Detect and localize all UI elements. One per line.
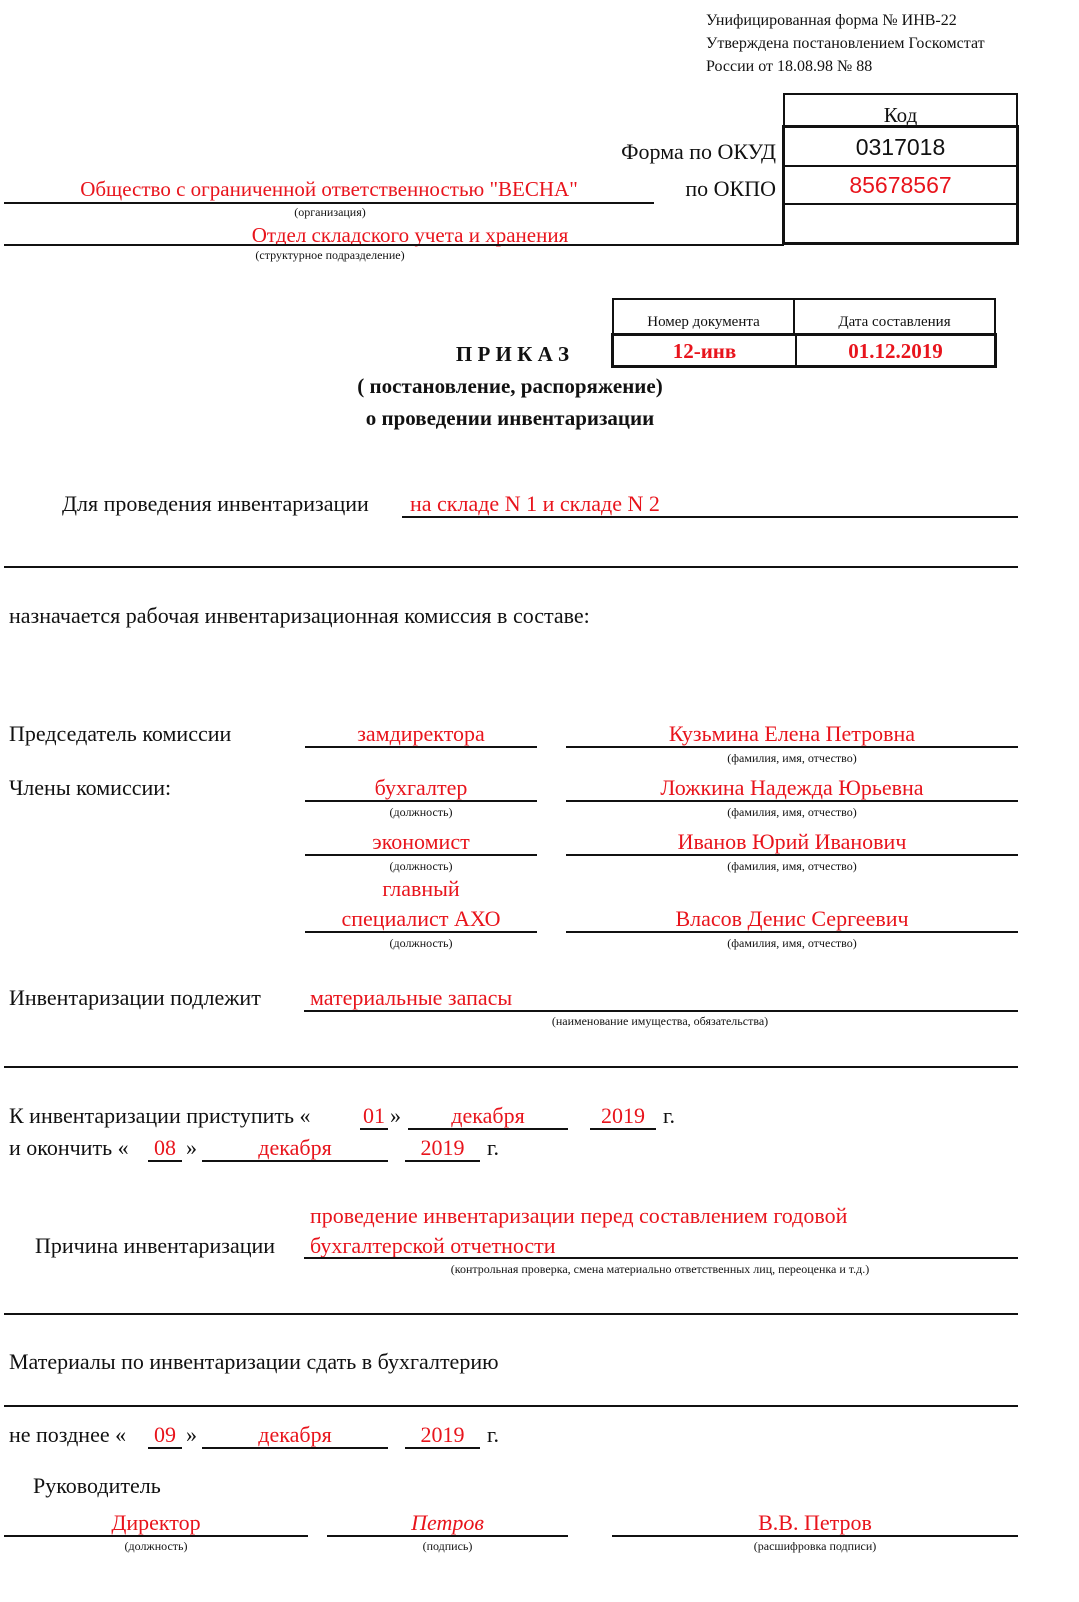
chair-position: замдиректора [357, 721, 485, 746]
deadline-day-underline [148, 1447, 182, 1449]
doc-subtitle-1: ( постановление, распоряжение) [357, 374, 663, 398]
deadline-month-underline [202, 1447, 388, 1449]
doc-values-row [611, 333, 997, 368]
deadline-label: не позднее « [9, 1422, 127, 1447]
start-month-underline [408, 1128, 568, 1130]
doc-subtitle-2: о проведении инвентаризации [365, 406, 655, 430]
subject-caption: (наименование имущества, обязательства) [551, 1014, 769, 1028]
chair-position-underline [305, 746, 537, 748]
codes-table [782, 125, 1019, 245]
okud-label: Форма по ОКУД [621, 139, 776, 164]
code-header: Код [883, 103, 918, 127]
start-month: декабря [451, 1103, 525, 1128]
member-3-name-underline [566, 931, 1018, 933]
deadline-close-quote: » [186, 1422, 197, 1447]
member-1-position-underline [305, 800, 537, 802]
member-2-position: экономист [372, 829, 470, 854]
head-position-underline [4, 1535, 308, 1537]
member-3-position-line1: главный [382, 876, 460, 901]
member-3-name-caption: (фамилия, имя, отчество) [727, 936, 857, 950]
member-2-name: Иванов Юрий Иванович [677, 829, 907, 854]
code-header-cell [783, 93, 1018, 128]
organization-caption: (организация) [294, 205, 366, 219]
end-label: и окончить « [9, 1135, 129, 1160]
member-3-position-underline [305, 931, 537, 933]
chair-name: Кузьмина Елена Петровна [668, 721, 916, 746]
submission-text: Материалы по инвентаризации сдать в бухгалтерию [9, 1349, 499, 1374]
member-2-name-underline [566, 854, 1018, 856]
doc-number: 12-инв [614, 336, 797, 365]
doc-date: 01.12.2019 [848, 339, 943, 363]
purpose-underline [402, 516, 1018, 518]
deadline-year-suffix: г. [487, 1422, 500, 1447]
deadline-year-underline [405, 1447, 480, 1449]
commission-intro: назначается рабочая инвентаризационная комиссия в составе: [9, 603, 590, 628]
end-close-quote: » [186, 1135, 197, 1160]
members-label: Члены комиссии: [9, 775, 172, 800]
start-year-suffix: г. [663, 1103, 676, 1128]
deadline-year: 2019 [420, 1422, 465, 1447]
start-day: 01 [363, 1103, 385, 1128]
member-1-name-caption: (фамилия, имя, отчество) [727, 805, 857, 819]
reason-label: Причина инвентаризации [35, 1233, 276, 1258]
doc-date-header: Дата составления [838, 314, 951, 330]
start-label: К инвентаризации приступить « [9, 1103, 311, 1128]
subject-underline-2 [4, 1066, 1018, 1068]
okud-cell [785, 128, 1016, 167]
doc-number-header: Номер документа [614, 300, 795, 335]
chair-name-underline [566, 746, 1018, 748]
end-year-suffix: г. [487, 1135, 500, 1160]
organization-underline [4, 202, 654, 204]
form-approval: Утверждена постановлением Госкомстат [706, 35, 985, 52]
form-header [706, 11, 1076, 76]
reason-underline [304, 1257, 1018, 1259]
form-approval-date: России от 18.08.98 № 88 [706, 58, 873, 75]
deadline-day: 09 [154, 1422, 176, 1447]
end-month: декабря [258, 1135, 332, 1160]
department-caption: (структурное подразделение) [255, 248, 405, 262]
head-signature-underline [327, 1535, 568, 1537]
end-day-underline [148, 1160, 182, 1162]
purpose-value: на складе N 1 и складе N 2 [410, 491, 660, 516]
end-month-underline [202, 1160, 388, 1162]
purpose-label: Для проведения инвентаризации [62, 491, 369, 516]
department-underline [4, 244, 784, 246]
reason-line-2: бухгалтерской отчетности [310, 1233, 556, 1258]
head-decoded-underline [612, 1535, 1018, 1537]
head-signature: Петров [411, 1510, 484, 1535]
head-position-caption: (должность) [124, 1539, 188, 1553]
doc-title: П Р И К А З [455, 342, 570, 366]
form-name: Унифицированная форма № ИНВ-22 [706, 12, 957, 29]
head-decoded-caption: (расшифровка подписи) [753, 1539, 877, 1553]
subject-value: материальные запасы [310, 985, 513, 1010]
doc-header-row [612, 298, 996, 335]
head-signature-caption: (подпись) [422, 1539, 473, 1553]
member-1-name-underline [566, 800, 1018, 802]
end-year-underline [405, 1160, 480, 1162]
member-1-name: Ложкина Надежда Юрьевна [660, 775, 924, 800]
subject-underline [304, 1010, 1018, 1012]
head-position: Директор [111, 1510, 201, 1535]
okpo-label: по ОКПО [685, 176, 776, 201]
head-label: Руководитель [33, 1473, 161, 1498]
reason-caption: (контрольная проверка, смена материально ответственных лиц, переоценка и т.д.) [450, 1262, 870, 1276]
organization-name: Общество с ограниченной ответственностью "ВЕСНА" [80, 177, 578, 201]
member-3-position-caption: (должность) [389, 936, 453, 950]
chair-name-caption: (фамилия, имя, отчество) [727, 751, 857, 765]
member-2-position-caption: (должность) [389, 859, 453, 873]
start-day-underline [360, 1128, 388, 1130]
extra-code-cell [785, 205, 1016, 242]
member-2-name-caption: (фамилия, имя, отчество) [727, 859, 857, 873]
start-close-quote: » [390, 1103, 401, 1128]
head-decoded-name: В.В. Петров [758, 1510, 872, 1535]
okpo-cell [785, 167, 1016, 205]
member-1-position-caption: (должность) [389, 805, 453, 819]
submission-underline [4, 1405, 1018, 1407]
member-1-position: бухгалтер [374, 775, 468, 800]
end-year: 2019 [420, 1135, 465, 1160]
start-year: 2019 [601, 1103, 645, 1128]
member-3-position-line2: специалист АХО [341, 906, 501, 931]
department-name: Отдел складского учета и хранения [251, 223, 569, 247]
member-3-name: Власов Денис Сергеевич [675, 906, 909, 931]
okpo-value: 85678567 [849, 172, 952, 198]
start-year-underline [590, 1128, 656, 1130]
reason-line-1: проведение инвентаризации перед составлением годовой [310, 1203, 848, 1228]
end-day: 08 [154, 1135, 176, 1160]
subject-label: Инвентаризации подлежит [9, 985, 261, 1010]
okud-value: 0317018 [855, 134, 946, 160]
chair-label: Председатель комиссии [9, 721, 232, 746]
reason-underline-2 [4, 1313, 1018, 1315]
member-2-position-underline [305, 854, 537, 856]
purpose-underline-2 [4, 566, 1018, 568]
deadline-month: декабря [258, 1422, 332, 1447]
